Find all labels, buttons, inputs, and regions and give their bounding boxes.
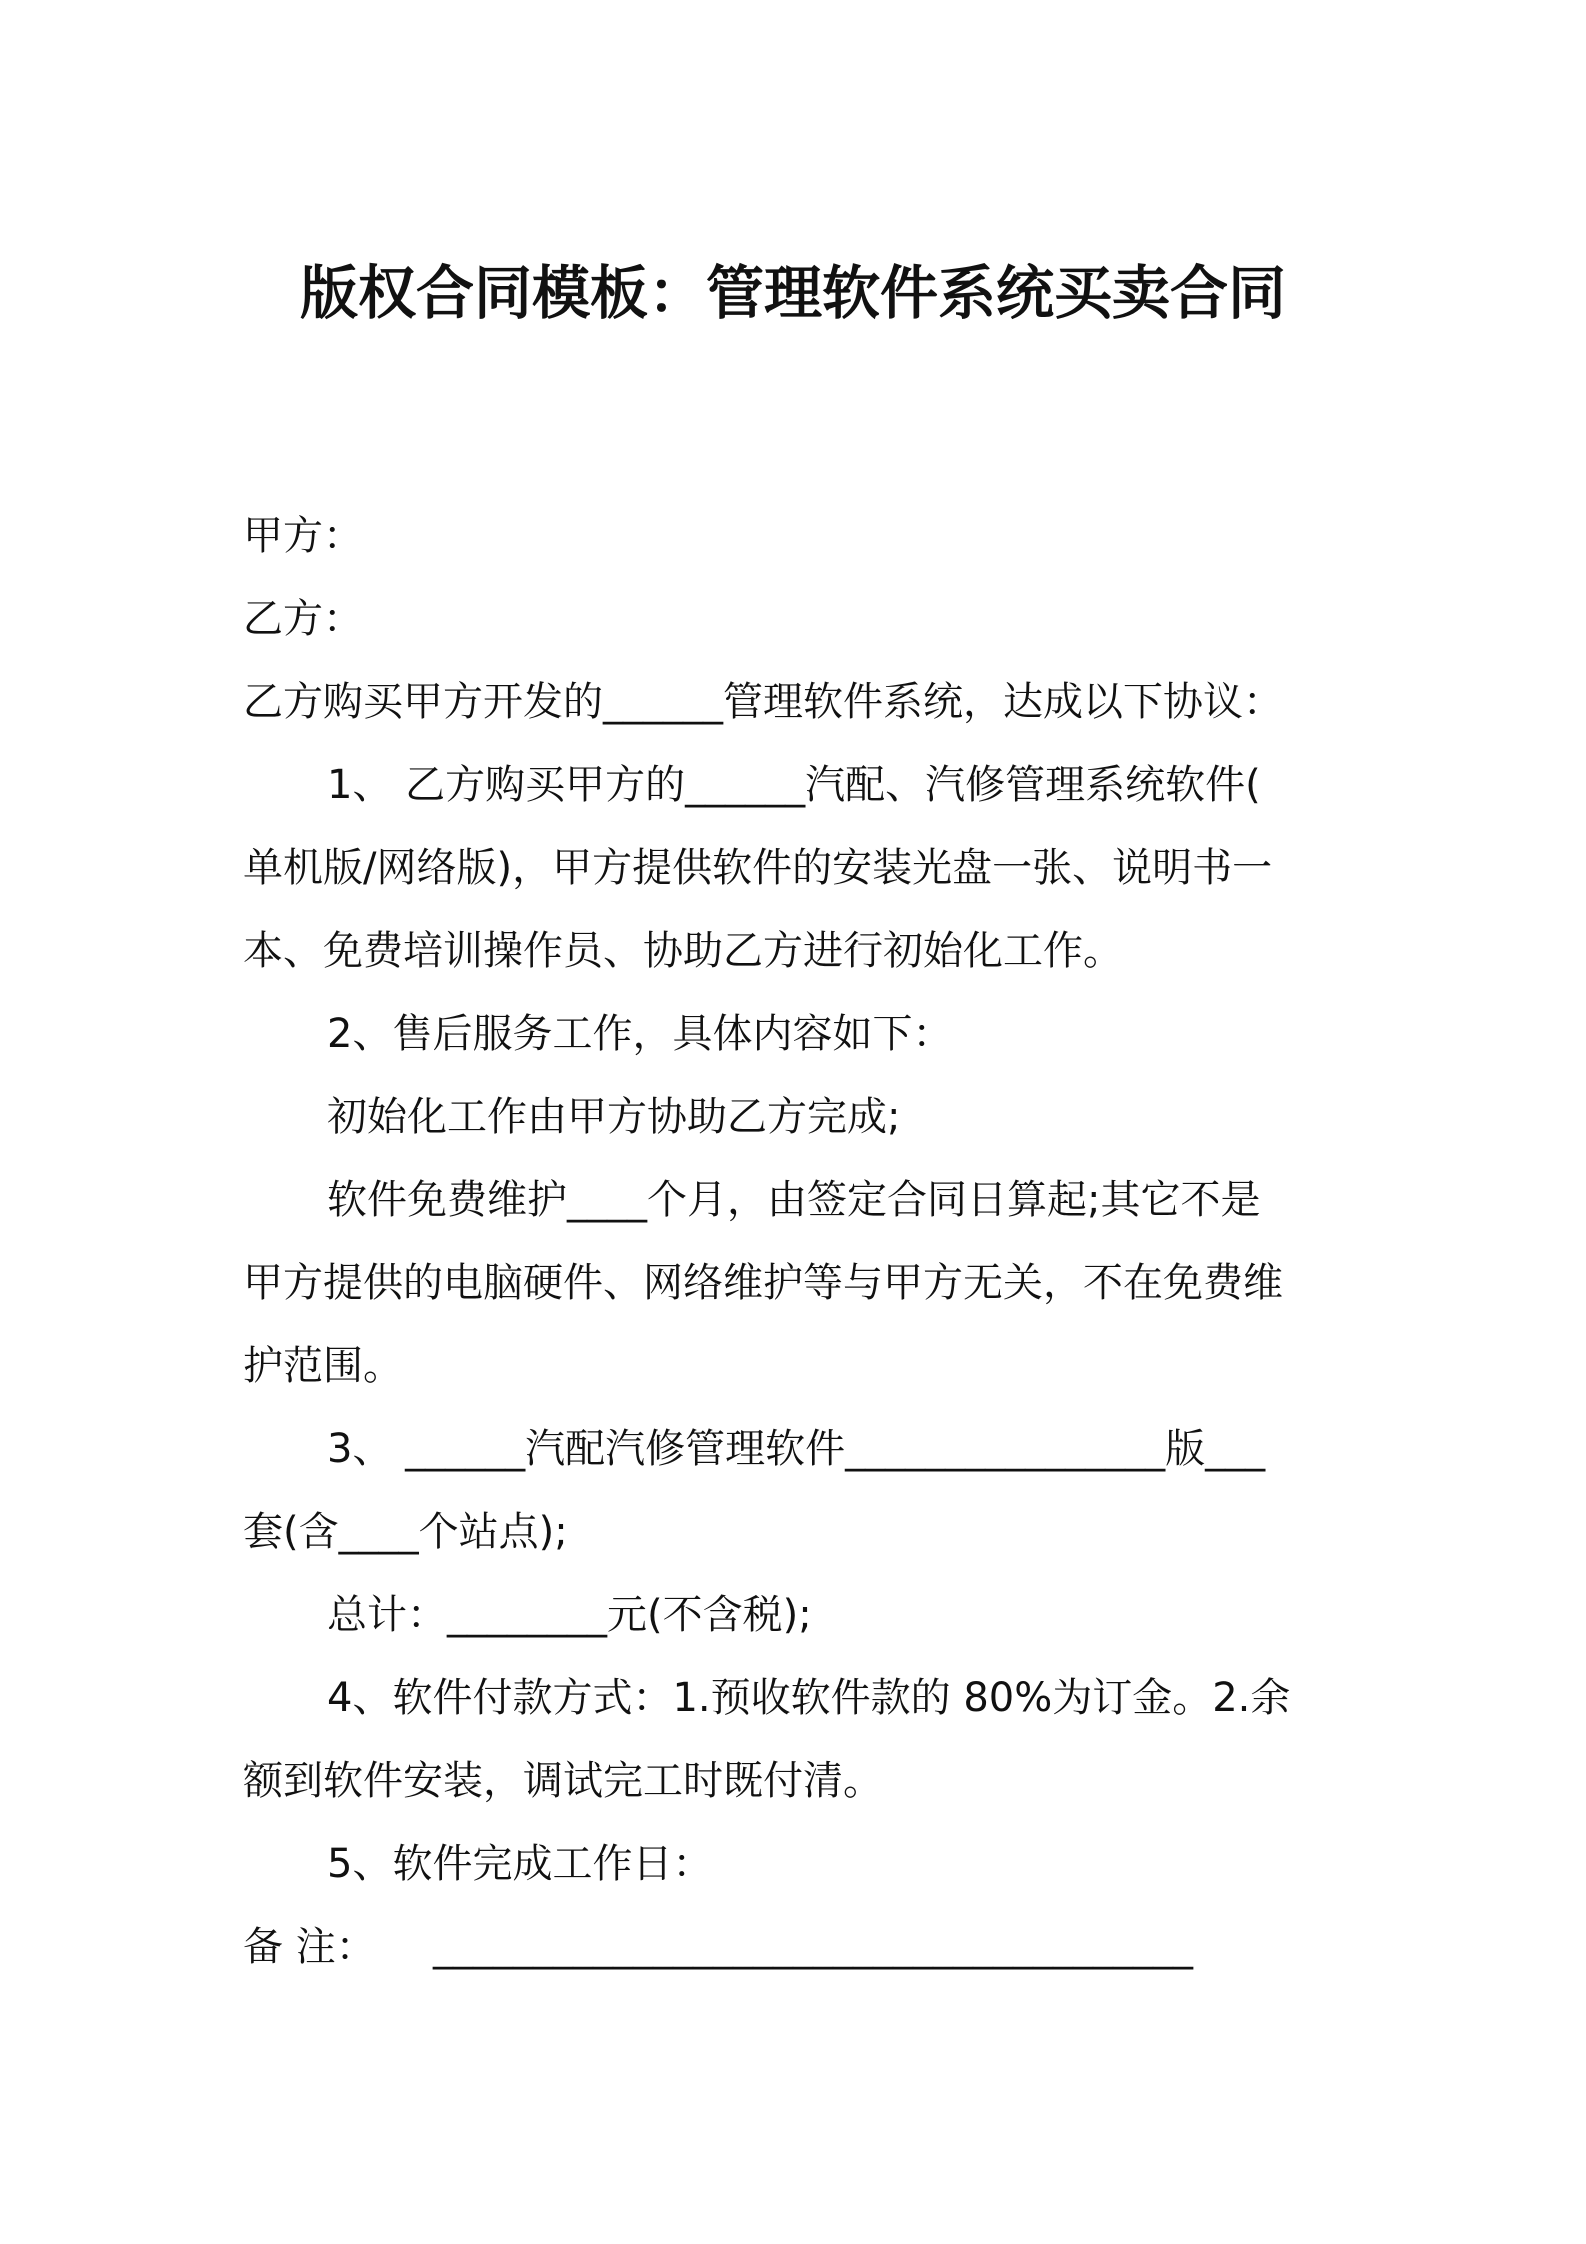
clause-4-line-2: 额到软件安装，调试完工时既付清。	[243, 1758, 883, 1804]
clause-3-line-1: 3、 ______汽配汽修管理软件________________版___	[327, 1426, 1266, 1472]
document-body	[243, 495, 1353, 1989]
document-title: 版权合同模板：管理软件系统买卖合同	[299, 259, 1286, 327]
remark-blank: ______________________________________	[433, 1924, 1193, 1970]
clause-4-line-1: 4、软件付款方式：1.预收软件款的 80%为订金。2.余	[327, 1675, 1291, 1721]
clause-3-line-2: 套(含____个站点);	[243, 1509, 568, 1555]
remark-line	[243, 1906, 1353, 1989]
intro-line: 乙方购买甲方开发的______管理软件系统，达成以下协议：	[243, 679, 1283, 725]
clause-2-line-2: 初始化工作由甲方协助乙方完成;	[327, 1094, 901, 1140]
clause-2-line-3: 软件免费维护____个月，由签定合同日算起;其它不是	[327, 1177, 1261, 1223]
clause-1-line-1: 1、 乙方购买甲方的______汽配、汽修管理系统软件(	[327, 762, 1261, 808]
clause-1-line-2: 单机版/网络版)，甲方提供软件的安装光盘一张、说明书一	[243, 845, 1273, 891]
clause-2-line-4: 甲方提供的电脑硬件、网络维护等与甲方无关，不在免费维	[243, 1260, 1283, 1306]
total-line: 总计：________元(不含税);	[327, 1592, 812, 1638]
clause-1-line-3: 本、免费培训操作员、协助乙方进行初始化工作。	[243, 928, 1123, 974]
clause-5-line: 5、软件完成工作日：	[327, 1841, 713, 1887]
party-b-line: 乙方：	[243, 596, 363, 642]
clause-2-line-5: 护范围。	[243, 1343, 403, 1389]
remark-label: 备 注：	[243, 1924, 376, 1970]
clause-2-line-1: 2、售后服务工作，具体内容如下：	[327, 1011, 953, 1057]
party-a-line: 甲方：	[243, 513, 363, 559]
